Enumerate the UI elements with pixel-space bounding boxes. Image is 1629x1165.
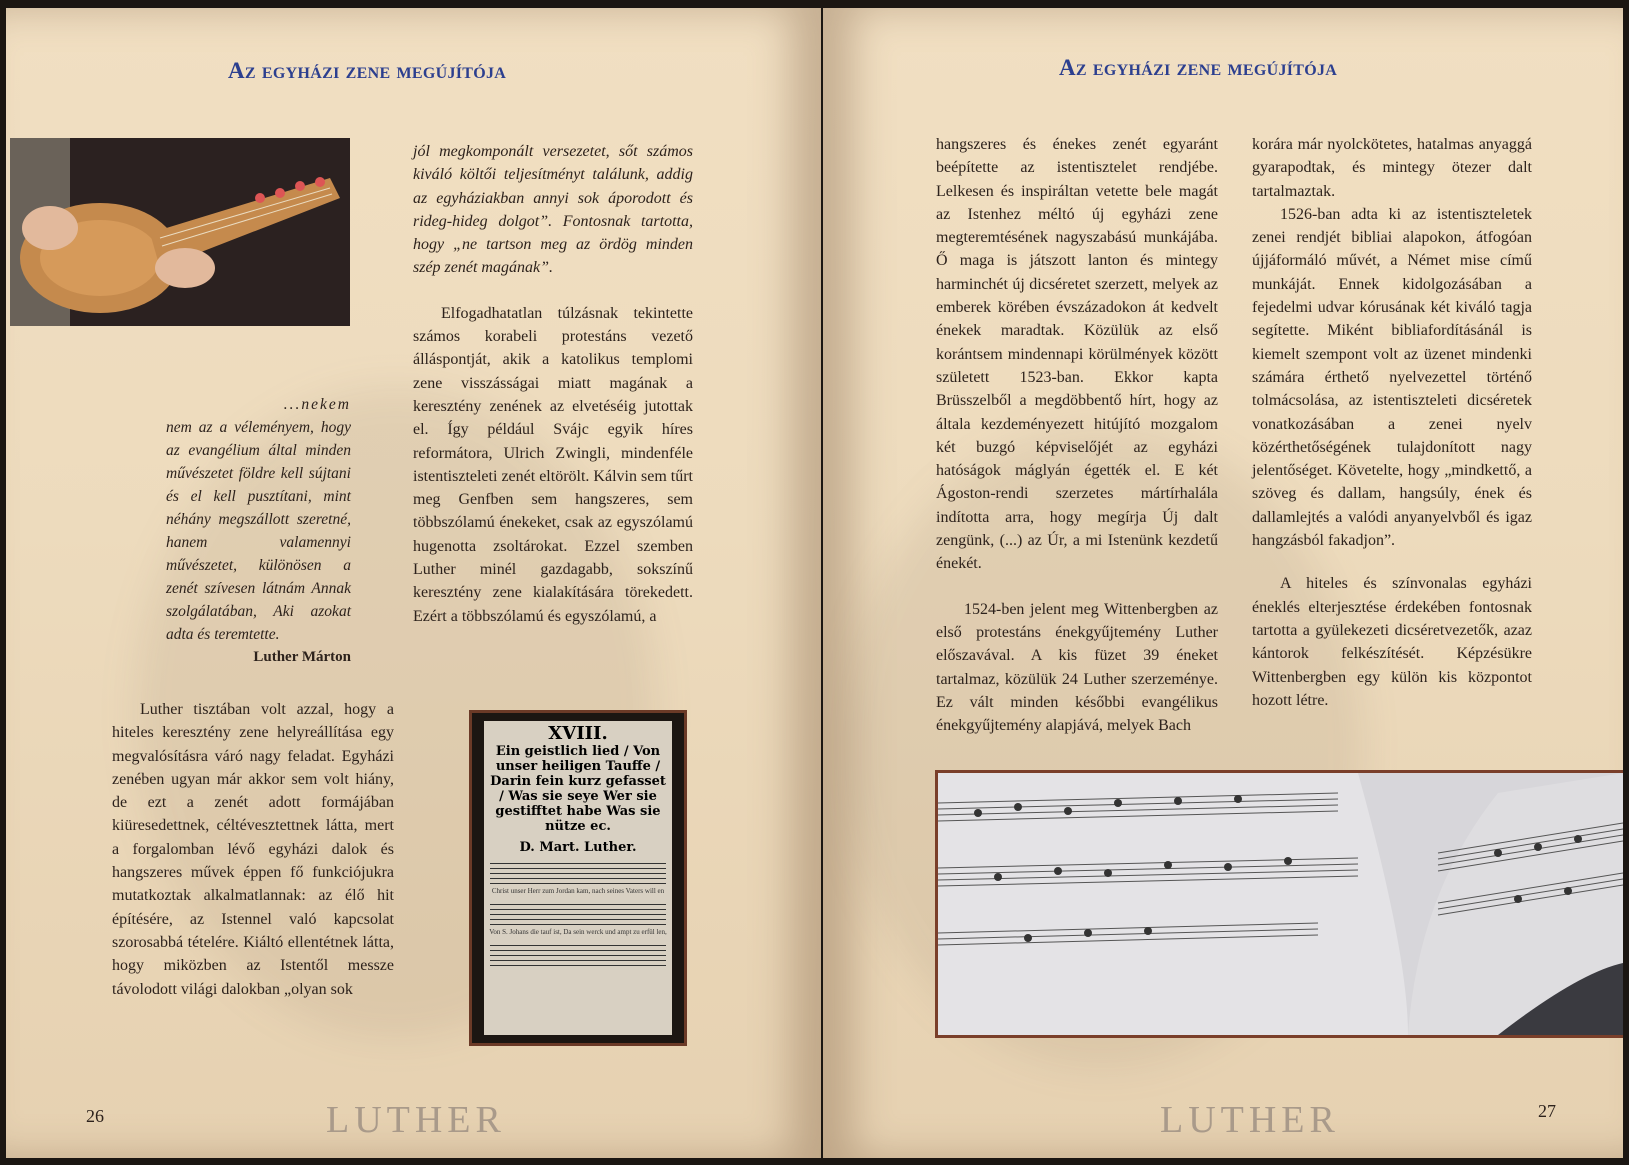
lute-player-photo bbox=[10, 138, 350, 326]
paragraph: hangszeres és énekes zenét egyaránt beépítette az istentisztelet rendjébe. Lelkesen és inspiráltan vetette bele magát az Istenhez méltó új egyházi zene megteremtésének nagyszabású munkájába. Ő maga is játszott lanton és mintegy harminchét új dicséretet szerzett, melyek az emberek körében évszázadokon át kedvelt énekek maradtak. Közülük az első korántsem mindennapi körülmények között született 1523-ban. Ekkor kapta Brüsszelből a megdöbbentő hírt, hogy az általa kezdeményezett hitújító mozgalom két buzgó képviselőjét az egyházi hatóságok máglyán égették el. E két Ágoston-rendi szerzetes mártírhalála indította arra, hogy megírja Új dalt zengünk, (...) az Úr, a mi Istenünk kezdetű énekét. bbox=[936, 136, 1218, 573]
hymn-number: XVIII. bbox=[548, 723, 608, 744]
hymn-print-image bbox=[469, 710, 687, 1046]
right-page-column-1 bbox=[936, 133, 1218, 737]
page-title-left: Az egyházi zene megújítója bbox=[228, 58, 507, 83]
hymn-lyrics-1: Christ unser Herr zum Jordan kam, nach seines Vaters will en bbox=[491, 887, 665, 895]
page-title-right: Az egyházi zene megújítója bbox=[1059, 55, 1338, 80]
left-page-column-1 bbox=[112, 698, 394, 1001]
paragraph: Luther tisztában volt azzal, hogy a hiteles keresztény zene helyreállítása egy megvalósításra váró nagy feladat. Egyházi zenében ugyan már akkor sem volt hiány, de ezt a zenét adott formájában kiüresedettnek, céltévesztettnek látta, mert a forgalomban lévő egyházi dalok és hangszeres művek éppen fő funkciójukra mutatkoztak alkalmatlannak: az élő hit építésére, az Istennel való kapcsolat szorosabbá tételére. Kiáltó ellentétnek látta, hogy miközben az Istentől messze távolodott világi dalokban „olyan sok bbox=[112, 701, 394, 998]
paragraph: A hiteles és színvonalas egyházi éneklés elterjesztése érdekében fontosnak tartotta a gyülekezeti dicséretvezetők, azaz kántorok felkészítését. Képzésükre Wittenbergben egy külön kis központot hozott létre. bbox=[1252, 575, 1532, 709]
paragraph: 1524-ben jelent meg Wittenbergben az első protestáns énekgyűjtemény Luther előszavával. A kis füzet 39 éneket tartalmaz, közülük 24 Luther szerzeménye. Ez vált minden későbbi evangélikus énekgyűjtemény alapjává, melyek Bach bbox=[936, 600, 1218, 735]
paragraph: 1526-ban adta ki az istentiszteletek zenei rendjét bibliai alapokon, átfogóan újjáformáló művét, a Német mise című munkáját. Ennek kidolgozásában a fejedelmi udvar kórusának két kiváló tagja segítette. Miként bibliafordításánál is kiemelt szempont volt az üzenet mindenki számára érthető nyelvezettel történő tolmácsolása, az istentiszteleti dicséretek vonatkozásában a zenei nyelv közérthetőségének tulajdonított nagy jelentőséget. Követelte, hogy „mindkettő, a szöveg és dallam, hangsúly, ének és dallamlejtés a valódi anyanyelvből és igaz hangzásból fakadjon”. bbox=[1252, 205, 1532, 550]
luther-logo-left: LUTHER bbox=[326, 1099, 506, 1141]
music-staff bbox=[490, 945, 666, 967]
left-page bbox=[6, 8, 821, 1158]
paragraph: Elfogadhatatlan túlzásnak tekintette számos korabeli protestáns vezető álláspontját, akik a katolikus templomi zene visszásságai miatt magának a keresztény zenének az elvetéséig jutottak el. Így például Svájc egyik híres reformátora, Ulrich Zwingli, mindenféle istentiszteleti zenét eltörölt. Kálvin sem tűrt meg Genfben sem hangszeres, sem többszólamú énekeket, csak az egyszólamú hugenotta zsoltárokat. Ezzel szemben Luther minél gazdagabb, sokszínű keresztény zene kialakítására törekedett. Ezért a többszólamú és egyszólamú, a bbox=[413, 304, 693, 625]
left-page-column-2 bbox=[413, 140, 693, 628]
music-staff bbox=[490, 863, 666, 885]
right-page bbox=[823, 8, 1623, 1158]
hymn-lyrics-2: Von S. Johans die tauf ist, Da sein werck und ampt zu erfül len, bbox=[489, 928, 667, 936]
luther-logo-right: LUTHER bbox=[1160, 1099, 1340, 1141]
hymn-author: D. Mart. Luther. bbox=[519, 840, 637, 855]
music-staff bbox=[490, 904, 666, 926]
lute-illustration bbox=[10, 138, 350, 326]
page-number-right: 27 bbox=[1538, 1101, 1556, 1121]
page-number-left: 26 bbox=[86, 1106, 104, 1126]
sheet-music-book-photo bbox=[935, 770, 1623, 1038]
paragraph: jól megkomponált versezetet, sőt számos kiváló költői teljesítményt találunk, addig az egyháziakban annyi sok áporodott és rideg-hideg dolgot”. Fontosnak tartotta, hogy „ne tartson meg az ördög minden szép zenét magának”. bbox=[413, 143, 693, 277]
right-page-column-2 bbox=[1252, 133, 1532, 712]
quote-author: Luther Márton bbox=[253, 649, 351, 665]
luther-quote bbox=[166, 393, 351, 669]
quote-lead: ...nekem bbox=[283, 396, 351, 413]
hymn-title: Ein geistlich lied / Von unser heiligen Tauffe / Darin fein kurz gefasset / Was sie seye Wer sie gestifftet habe Was sie nütze ec. bbox=[490, 744, 666, 834]
paragraph: korára már nyolckötetes, hatalmas anyaggá gyarapodtak, és mintegy ötezer dalt tartalmaztak. bbox=[1252, 136, 1532, 200]
quote-text: nem az a véleményem, hogy az evangélium által minden művészetet földre kell sújtani és el kell pusztítani, mint néhány megszállott szeretné, hanem valamennyi művészetet, különösen a zenét szívesen látnám Annak szolgálatában, Aki azokat adta és teremtette. bbox=[166, 419, 351, 643]
sheet-music-illustration bbox=[938, 773, 1623, 1035]
